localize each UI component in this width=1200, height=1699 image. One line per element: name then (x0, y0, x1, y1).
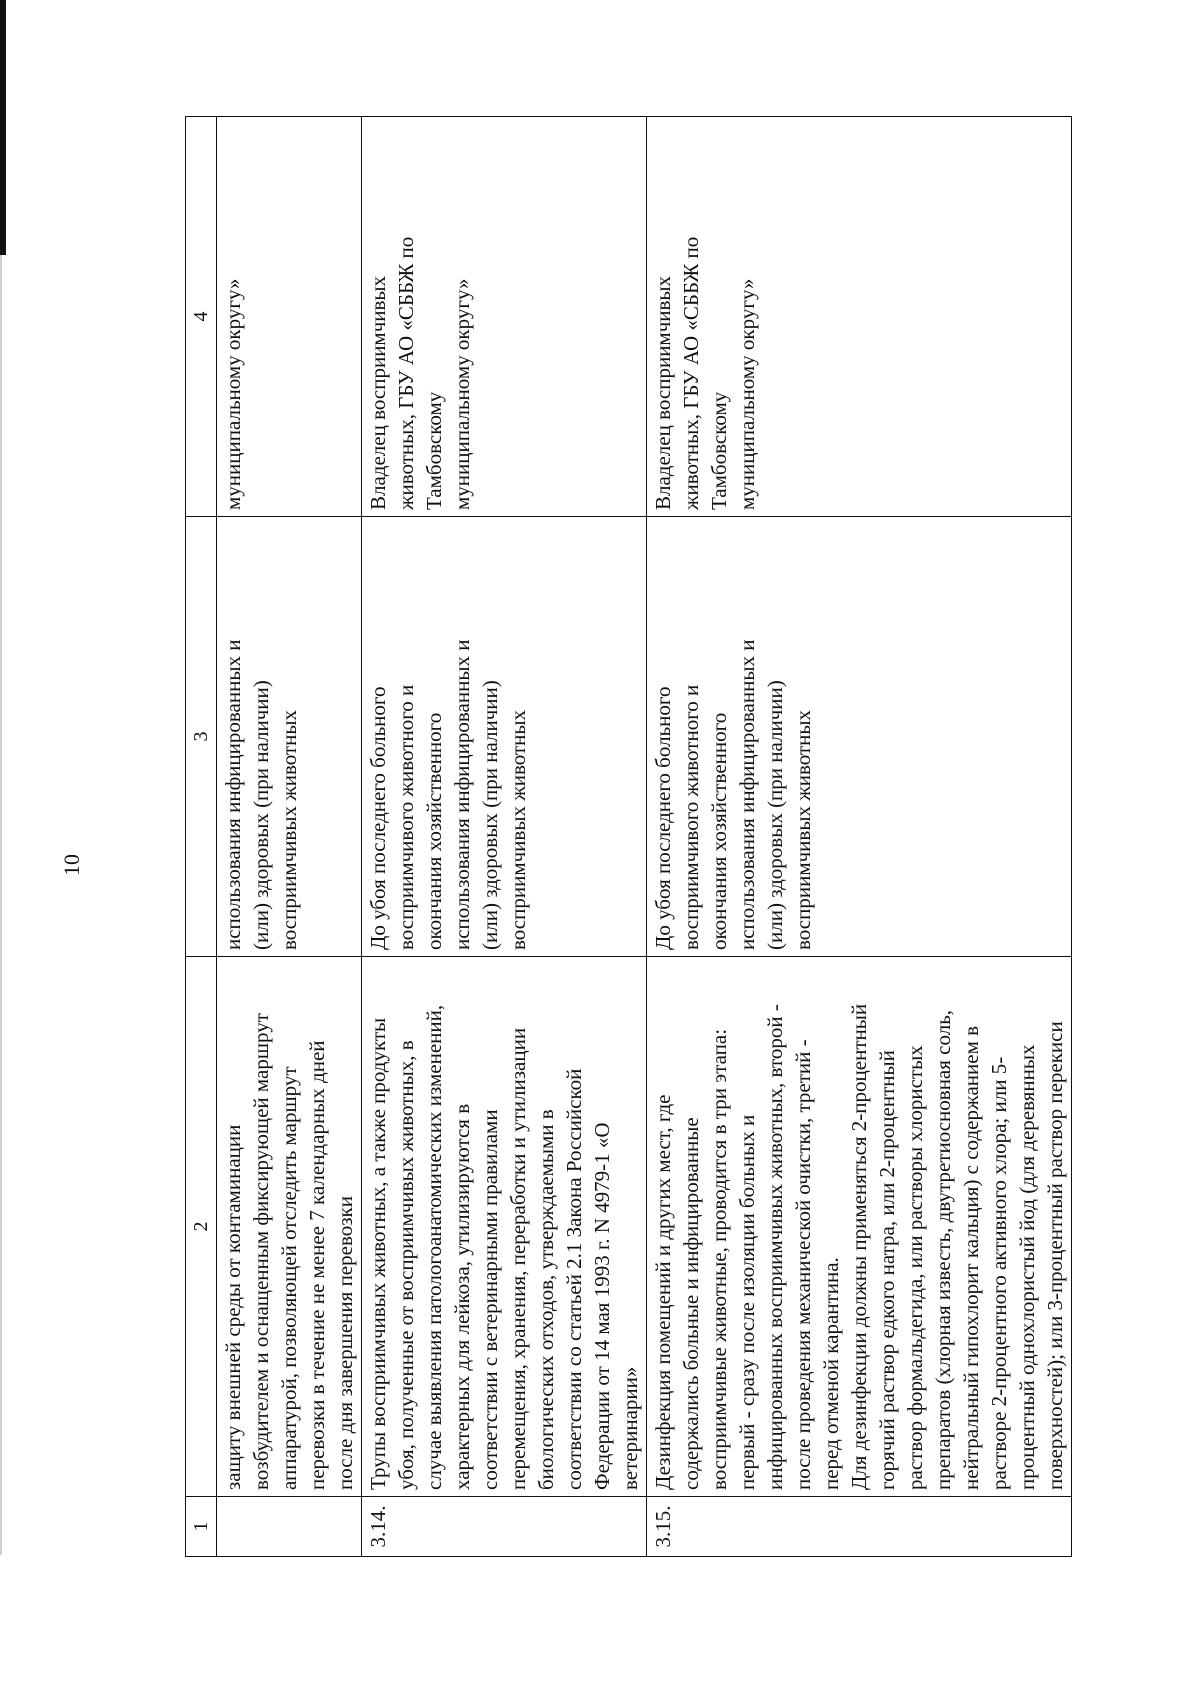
header-col-2: 2 (186, 957, 217, 1497)
header-col-3: 3 (186, 517, 217, 957)
measures-table (185, 116, 1072, 1557)
table-row (647, 117, 1072, 1557)
row-number: 3.14. (362, 1497, 647, 1557)
table-row (362, 117, 647, 1557)
header-col-4: 4 (186, 117, 217, 517)
measure-deadline: До убоя последнего больного восприимчивого животного и окончания хозяйственного использования инфицированных и (или) здоровых (при наличии) восприимчивых животных (647, 517, 1072, 957)
measure-description: Дезинфекция помещений и других мест, где содержались больные и инфицированные восприимчивые животные, проводится в три этапа: первый - сразу после изоляции больных и инфицированных восприимчивых животных, второй - после проведения механической очистки, третий - перед отменой карантина. Для дезинфекции должны применяться 2-процентный горячий раствор едкого натра, или 2-процентный раствор формальдегида, или растворы хлористых препаратов (хлорная известь, двутретиосновная соль, нейтральный гипохлорит кальция) с содержанием в растворе 2-процентного активного хлора; или 5- процентный однохлористый йод (для деревянных поверхностей); или 3-процентный раствор перекиси (647, 957, 1072, 1497)
rotated-table-wrapper (185, 117, 1067, 1557)
table-header-row (186, 117, 217, 1557)
measure-responsible: муниципальному округу» (217, 117, 362, 517)
measure-deadline: использования инфицированных и (или) здоровых (при наличии) восприимчивых животных (217, 517, 362, 957)
measure-description: защиту внешней среды от контаминации возбудителем и оснащенным фиксирующей маршрут аппаратурой, позволяющей отследить маршрут перевозки в течение не менее 7 календарных дней после дня завершения перевозки (217, 957, 362, 1497)
measure-description: Трупы восприимчивых животных, а также продукты убоя, полученные от восприимчивых животных, в случае выявления патологоанатомических изменений, характерных для лейкоза, утилизируются в соответствии с ветеринарными правилами перемещения, хранения, переработки и утилизации биологических отходов, утверждаемыми в соответствии со статьей 2.1 Закона Российской Федерации от 14 мая 1993 г. N 4979-1 «О ветеринарии» (362, 957, 647, 1497)
header-col-1: 1 (186, 1497, 217, 1557)
scan-edge-mark (0, 0, 6, 255)
page-number: 10 (59, 854, 84, 876)
row-number: 3.15. (647, 1497, 1072, 1557)
row-number (217, 1497, 362, 1557)
table-row (217, 117, 362, 1557)
measure-responsible: Владелец восприимчивых животных, ГБУ АО «СББЖ по Тамбовскому муниципальному округу» (647, 117, 1072, 517)
measure-responsible: Владелец восприимчивых животных, ГБУ АО «СББЖ по Тамбовскому муниципальному округу» (362, 117, 647, 517)
scan-edge-shadow (0, 255, 2, 1555)
measure-deadline: До убоя последнего больного восприимчивого животного и окончания хозяйственного использования инфицированных и (или) здоровых (при наличии) восприимчивых животных (362, 517, 647, 957)
